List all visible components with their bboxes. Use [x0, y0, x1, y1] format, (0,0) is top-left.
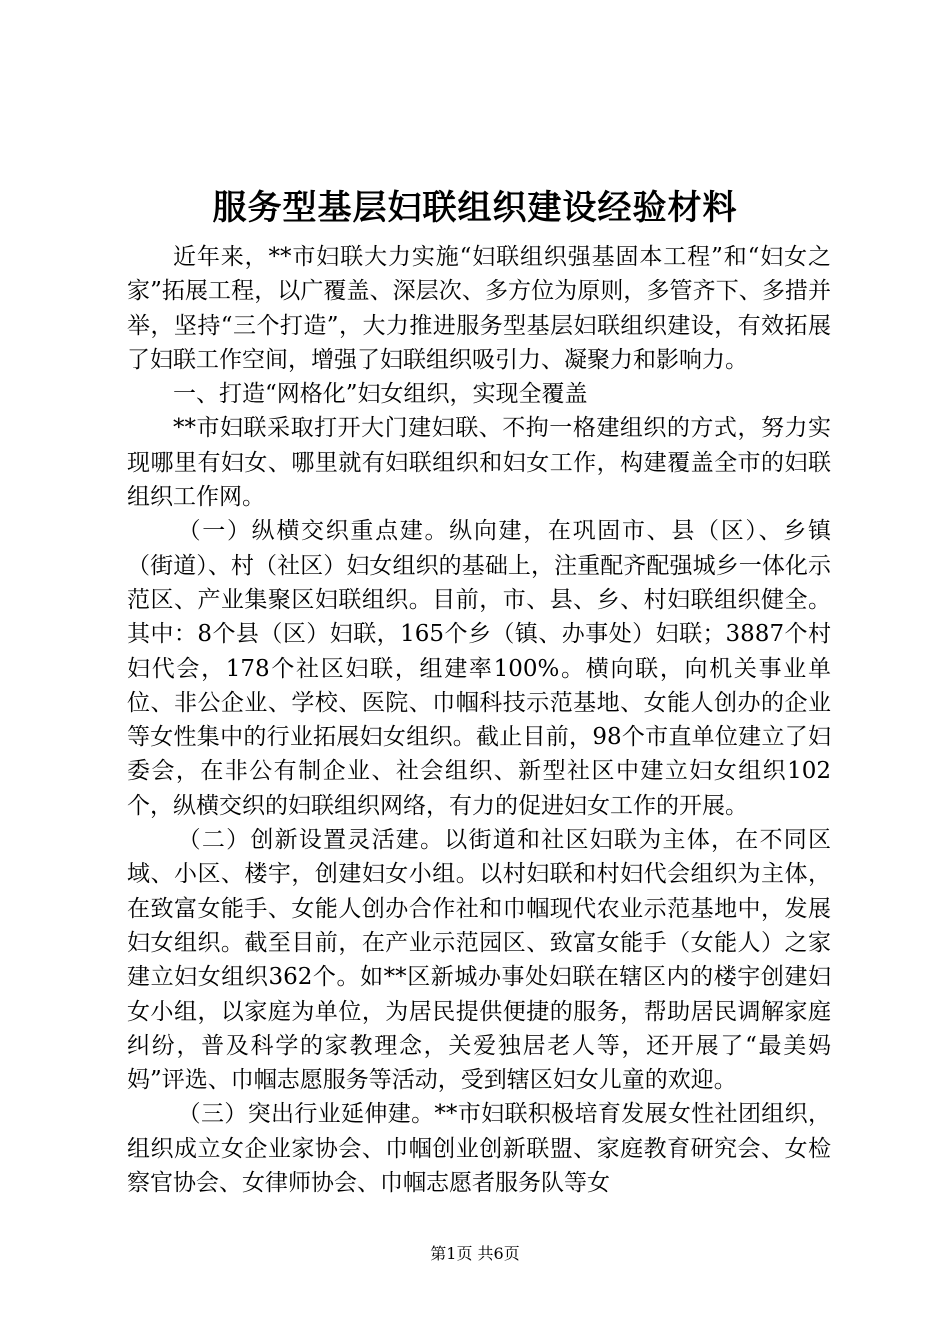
paragraph-subsection-3: （三）突出行业延伸建。**市妇联积极培育发展女性社团组织，组织成立女企业家协会、巾帼创业创新联盟、家庭教育研究会、女检察官协会、女律师协会、巾帼志愿者服务队等女 — [127, 1101, 831, 1197]
document-body — [127, 240, 831, 1200]
page-footer: 第1页 共6页 — [430, 1244, 520, 1263]
document-title: 服务型基层妇联组织建设经验材料 — [212, 188, 738, 228]
section-heading-1: 一、打造“网格化”妇女组织，实现全覆盖 — [173, 381, 588, 408]
paragraph-subsection-1: （一）纵横交织重点建。纵向建，在巩固市、县（区）、乡镇（街道）、村（社区）妇女组织的基础上，注重配齐配强城乡一体化示范区、产业集聚区妇联组织。目前，市、县、乡、村妇联组织健全。其中：8个县（区）妇联，165个乡（镇、办事处）妇联；3887个村妇代会，178个社区妇联，组建率100%。横向联，向机关事业单位、非公企业、学校、医院、巾帼科技示范基地、女能人创办的企业等女性集中的行业拓展妇女组织。截止目前，98个市直单位建立了妇委会，在非公有制企业、社会组织、新型社区中建立妇女组织102个，纵横交织的妇联组织网络，有力的促进妇女工作的开展。 — [127, 518, 831, 819]
paragraph-intro: 近年来，**市妇联大力实施“妇联组织强基固本工程”和“妇女之家”拓展工程，以广覆盖、深层次、多方位为原则，多管齐下、多措并举，坚持“三个打造”，大力推进服务型基层妇联组织建设，有效拓展了妇联工作空间，增强了妇联组织吸引力、凝聚力和影响力。 — [127, 244, 831, 373]
paragraph-section-1-intro: **市妇联采取打开大门建妇联、不拘一格建组织的方式，努力实现哪里有妇女、哪里就有妇联组织和妇女工作，构建覆盖全市的妇联组织工作网。 — [127, 415, 831, 511]
paragraph-subsection-2: （二）创新设置灵活建。以街道和社区妇联为主体，在不同区域、小区、楼宇，创建妇女小组。以村妇联和村妇代会组织为主体，在致富女能手、女能人创办合作社和巾帼现代农业示范基地中，发展妇女组织。截至目前，在产业示范园区、致富女能手（女能人）之家建立妇女组织362个。如**区新城办事处妇联在辖区内的楼宇创建妇女小组，以家庭为单位，为居民提供便捷的服务，帮助居民调解家庭纠纷，普及科学的家教理念，关爱独居老人等，还开展了“最美妈妈”评选、巾帼志愿服务等活动，受到辖区妇女儿童的欢迎。 — [127, 827, 831, 1094]
